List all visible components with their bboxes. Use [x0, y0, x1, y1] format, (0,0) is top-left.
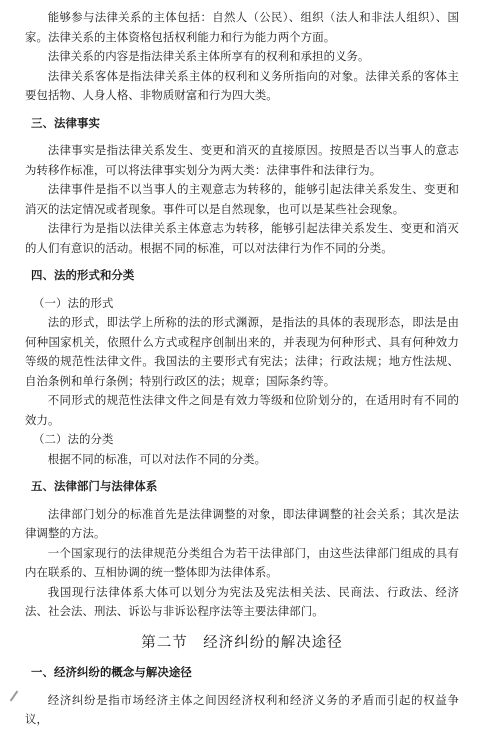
paragraph: 一个国家现行的法律规范分类组合为若干法律部门，由这些法律部门组成的具有内在联系的、互相协调的统一整体即为法律体系。: [25, 545, 459, 579]
subheading-law-classification: （二）法的分类: [33, 432, 114, 446]
paragraph: 法律行为是指以法律关系主体意志为转移，能够引起法律关系发生、变更和消灭的人们有意识的活动。根据不同的标准，可以对法律行为作不同的分类。: [25, 221, 459, 255]
section-heading-law-forms: 四、法的形式和分类: [31, 268, 135, 282]
paragraph: 不同形式的规范性法律文件之间是有效力等级和位阶划分的，在适用时有不同的效力。: [25, 393, 459, 427]
paragraph: 能够参与法律关系的主体包括：自然人（公民）、组织（法人和非法人组织）、国家。法律关系的主体资格包括权利能力和行为能力两个方面。: [25, 10, 459, 44]
paragraph: 法律事件是指不以当事人的主观意志为转移的，能够引起法律关系发生、变更和消灭的法定情况或者现象。事件可以是自然现象，也可以是某些社会现象。: [25, 182, 459, 216]
subheading-law-form: （一）法的形式: [33, 295, 114, 310]
section-heading-legal-facts: 三、法律事实: [31, 115, 100, 130]
section-heading-dispute-concept: 一、经济纠纷的概念与解决途径: [31, 665, 192, 679]
chapter-section-title: 第二节 经济纠纷的解决途径: [141, 634, 343, 651]
paragraph: 法律关系客体是指法律关系主体的权利和义务所指向的对象。法律关系的客体主要包括物、人身人格、非物质财富和行为四大类。: [25, 68, 459, 102]
paragraph: 法律事实是指法律关系发生、变更和消灭的直接原因。按照是否以当事人的意志为转移作标准，可以将法律事实划分为两大类：法律事件和法律行为。: [25, 143, 459, 177]
paragraph: 根据不同的标准，可以对法作不同的分类。: [47, 451, 267, 466]
section-heading-legal-departments: 五、法律部门与法律体系: [31, 479, 158, 493]
paragraph: 我国现行法律体系大体可以划分为宪法及宪法相关法、民商法、行政法、经济法、社会法、刑法、诉讼与非诉讼程序法等主要法律部门。: [25, 584, 459, 618]
paragraph: 法律关系的内容是指法律关系主体所享有的权利和承担的义务。: [47, 49, 370, 63]
paragraph: 法律部门划分的标准首先是法律调整的对象，即法律调整的社会关系；其次是法律调整的方法。: [25, 506, 459, 540]
paragraph: 经济纠纷是指市场经济主体之间因经济权利和经济义务的矛盾而引起的权益争议，: [25, 692, 459, 726]
paragraph: 法的形式，即法学上所称的法的形式渊源，是指法的具体的表现形态，即法是由何种国家机关，依照什么方式或程序创制出来的，并表现为何种形式、具有何种效力等级的规范性法律文件。我国法的主要形式有宪法；法律；行政法规；地方性法规、自治条例和单行条例；特别行政区的法；规章；国际条约等。: [25, 315, 459, 388]
